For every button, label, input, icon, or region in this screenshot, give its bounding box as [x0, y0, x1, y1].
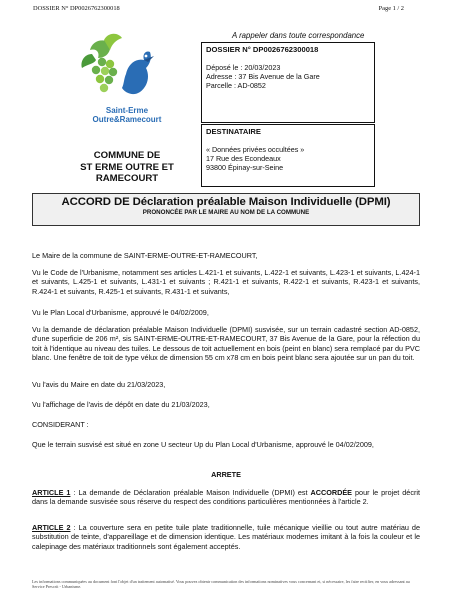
commune-line: RAMECOURT [95, 173, 159, 184]
commune-line: COMMUNE DE [93, 150, 161, 161]
commune-name [52, 150, 202, 185]
article-1-text: : La demande de Déclaration préalable Maison Individuelle (DPMI) est [70, 488, 311, 497]
body-paragraph: Que le terrain susvisé est situé en zone U secteur Up du Plan Local d'Urbanisme, approuvé le 04/02/2009, [32, 440, 374, 449]
bird-icon [122, 51, 154, 94]
decision-subtitle: PRONONCÉE PAR LE MAIRE AU NOM DE LA COMMUNE [142, 209, 310, 216]
logo-text-line2: Outre&Ramecourt [92, 115, 162, 124]
dossier-depot: Déposé le : 20/03/2023 [206, 63, 281, 72]
body-paragraph: Vu le Code de l'Urbanisme, notamment ses articles L.421-1 et suivants, L.422-1 et suivants, L.423-1 et suivants, L.424-1 et suivants, L.425-1 et suivants, L.431-1 et suivants ; R.421-1 et suivants, R.422-1 et suivants, R.423-1 et suivants, R.424-1 et suivants, R.425-1 et suivants, R.431-1 et suivants, [32, 268, 420, 296]
destinataire-line3: 93800 Épinay-sur-Seine [206, 163, 284, 172]
article-2-label: ARTICLE 2 [32, 523, 71, 532]
decision-title: ACCORD DE Déclaration préalable Maison Individuelle (DPMI) [61, 196, 391, 208]
destinataire-line1: « Données privées occultées » [206, 145, 305, 154]
decision-title-box [32, 193, 420, 226]
footer-note: Les informations communiquées au document font l'objet d'un traitement automatisé. Vous pouvez obtenir communication des informations nominatives vous concernant et, si nécessaire, les faire rectifier, en vous adressant au Service Prescrit - Urbanisme. [32, 579, 410, 589]
header-page: Page 1 / 2 [378, 5, 404, 12]
grapes-icon [92, 58, 117, 92]
rappel-note: A rappeler dans toute correspondance [232, 31, 365, 40]
destinataire-title: DESTINATAIRE [206, 127, 261, 136]
commune-line: ST ERME OUTRE ET [80, 161, 174, 173]
arrete-heading: ARRETE [211, 470, 241, 479]
body-paragraph: Le Maire de la commune de SAINT-ERME-OUTRE-ET-RAMECOURT, [32, 251, 258, 260]
dossier-box-title: DOSSIER N° DP0026762300018 [206, 45, 319, 54]
header-dossier: DOSSIER N° DP0026762300018 [33, 5, 120, 12]
body-paragraph: Vu l'avis du Maire en date du 21/03/2023, [32, 380, 166, 389]
article-1-label: ARTICLE 1 [32, 488, 71, 497]
dossier-box [201, 42, 375, 123]
article-1-text-end: pour le projet décrit dans la demande susvisée sous réserve du respect des conditions particulières mentionnées à l'article 2. [32, 488, 421, 507]
body-paragraph: Vu le Plan Local d'Urbanisme, approuvé le 04/02/2009, [32, 308, 209, 317]
dossier-parcelle: Parcelle : AD-0852 [206, 81, 266, 90]
dossier-adresse: Adresse : 37 Bis Avenue de la Gare [206, 72, 320, 81]
body-paragraph: Vu la demande de déclaration préalable Maison Individuelle (DPMI) susvisée, sur un terrain cadastré section AD-0852, d'une superficie de 206 m², sis SAINT-ERME-OUTRE-ET-RAMECOURT, 37 Bis Avenue de la Gare, pour la réfection du toit à l'identique au niveau des tuiles. Le dessous de toit actuellement en bois (peint en blanc) sera remplacé par du PVC blanc. Une fenêtre de toit de type vélux de dimension 55 cm x78 cm en bois peint blanc sera ajoutée sur un pan du toit. [32, 325, 420, 362]
article-2-text: : La couverture sera en petite tuile plate traditionnelle, tuile mécanique vieillie ou tout autre matériau de substitution de teinte, d'appareillage et de dimension identique. Les matériaux modernes imitant à la fois la couleur et le calepinage des matériaux traditionnels sont également acceptés. [32, 523, 421, 551]
destinataire-line2: 17 Rue des Econdeaux [206, 154, 281, 163]
destinataire-box [201, 124, 375, 187]
body-paragraph: CONSIDERANT : [32, 420, 89, 429]
body-paragraph: Vu l'affichage de l'avis de dépôt en date du 21/03/2023, [32, 400, 210, 409]
article-1 [32, 488, 420, 507]
article-1-decision: ACCORDÉE [310, 488, 353, 497]
logo-text-line1: Saint-Erme [105, 106, 149, 115]
article-2 [32, 523, 420, 551]
logo-text [68, 106, 186, 124]
